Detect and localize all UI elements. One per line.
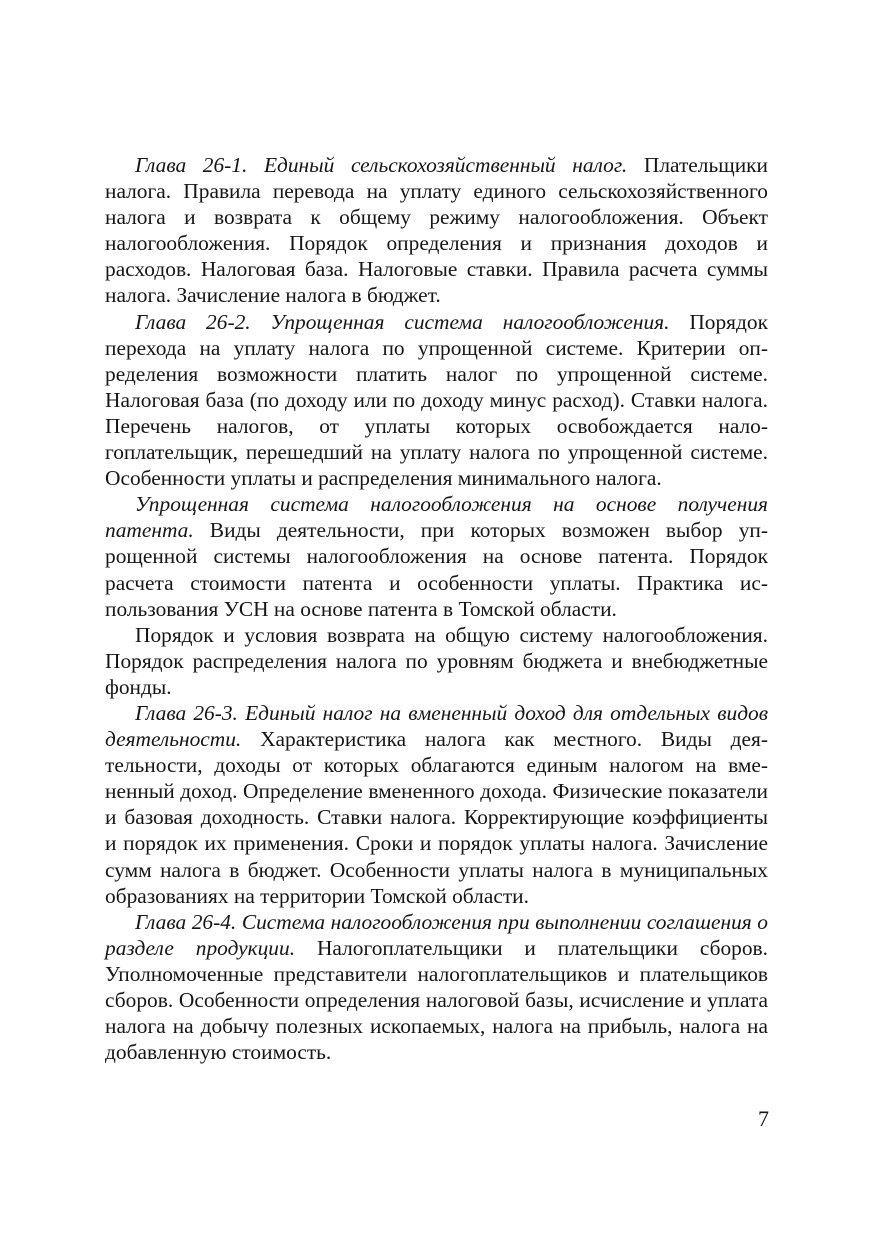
- page-body: [105, 152, 768, 1065]
- chapter-26-1-title: Глава 26-1. Единый сельскохозяйственный налог.: [135, 153, 628, 177]
- paragraph-chapter-26-2: [105, 309, 768, 492]
- return-procedure-text: Порядок и условия возврата на общую систему налогообложения. Порядок распределения налога по уровням бюджета и внебюджетные фонды.: [105, 622, 768, 699]
- paragraph-chapter-26-4: [105, 909, 768, 1066]
- chapter-26-4-text: Налогоплательщики и плательщики сборов. Уполномоченные представители налогоплательщиков и плательщиков сборов. Особенности определения налоговой базы, исчисление и уплата налога на добычу полезных ископаемых, налога на прибыль, налога на добавленную стоимость.: [105, 935, 768, 1065]
- paragraph-return-procedure: [105, 622, 768, 700]
- chapter-26-3-text: Характеристика налога как местного. Виды деятельности, доходы от которых облагаются единым налогом на вмененный доход. Определение вмененного дохода. Физические показатели и базовая доходность. Ставки налога. Корректирующие коэффициенты и порядок их применения. Сроки и порядок уплаты налога. Зачисление сумм налога в бюджет. Особенности уплаты налога в муниципальных образованиях на территории Томской области.: [105, 727, 768, 908]
- chapter-26-2-text: Порядок перехода на уплату налога по упрощенной системе. Критерии определения возможности платить налог по упрощенной системе. Налоговая база (по доходу или по доходу минус расход). Ставки налога. Перечень налогов, от уплаты которых освобождается налогоплательщик, перешедший на уплату налога по упрощенной системе. Особенности уплаты и распределения минимального налога.: [105, 309, 768, 491]
- patent-system-text: Виды деятельности, при которых возможен выбор упрощенной системы налогообложения на основе патента. Порядок расчета стоимости патента и особенности уплаты. Практика использования УСН на основе патента в Томской области.: [105, 518, 768, 621]
- chapter-26-2-title: Глава 26-2. Упрощенная система налогообложения.: [135, 309, 670, 334]
- chapter-26-1-text: Плательщики налога. Правила перевода на уплату единого сельскохозяйственного налога и возврата к общему режиму налогообложения. Объект налогообложения. Порядок определения и признания доходов и расходов. Налоговая база. Налоговые ставки. Правила расчета суммы налога. Зачисление налога в бюджет.: [105, 153, 768, 308]
- chapter-26-4-title: Глава 26-4. Система налогообложения при выполнении соглашения о разделе продукции.: [105, 909, 768, 960]
- paragraph-patent-system: [105, 491, 768, 621]
- patent-system-title: Упрощенная система налогообложения на основе получения патента.: [105, 492, 768, 543]
- page-number: 7: [758, 1106, 769, 1131]
- paragraph-chapter-26-3: [105, 700, 768, 909]
- chapter-26-3-title: Глава 26-3. Единый налог на вмененный доход для отдельных видов деятельности.: [105, 700, 768, 752]
- paragraph-chapter-26-1: [105, 152, 768, 309]
